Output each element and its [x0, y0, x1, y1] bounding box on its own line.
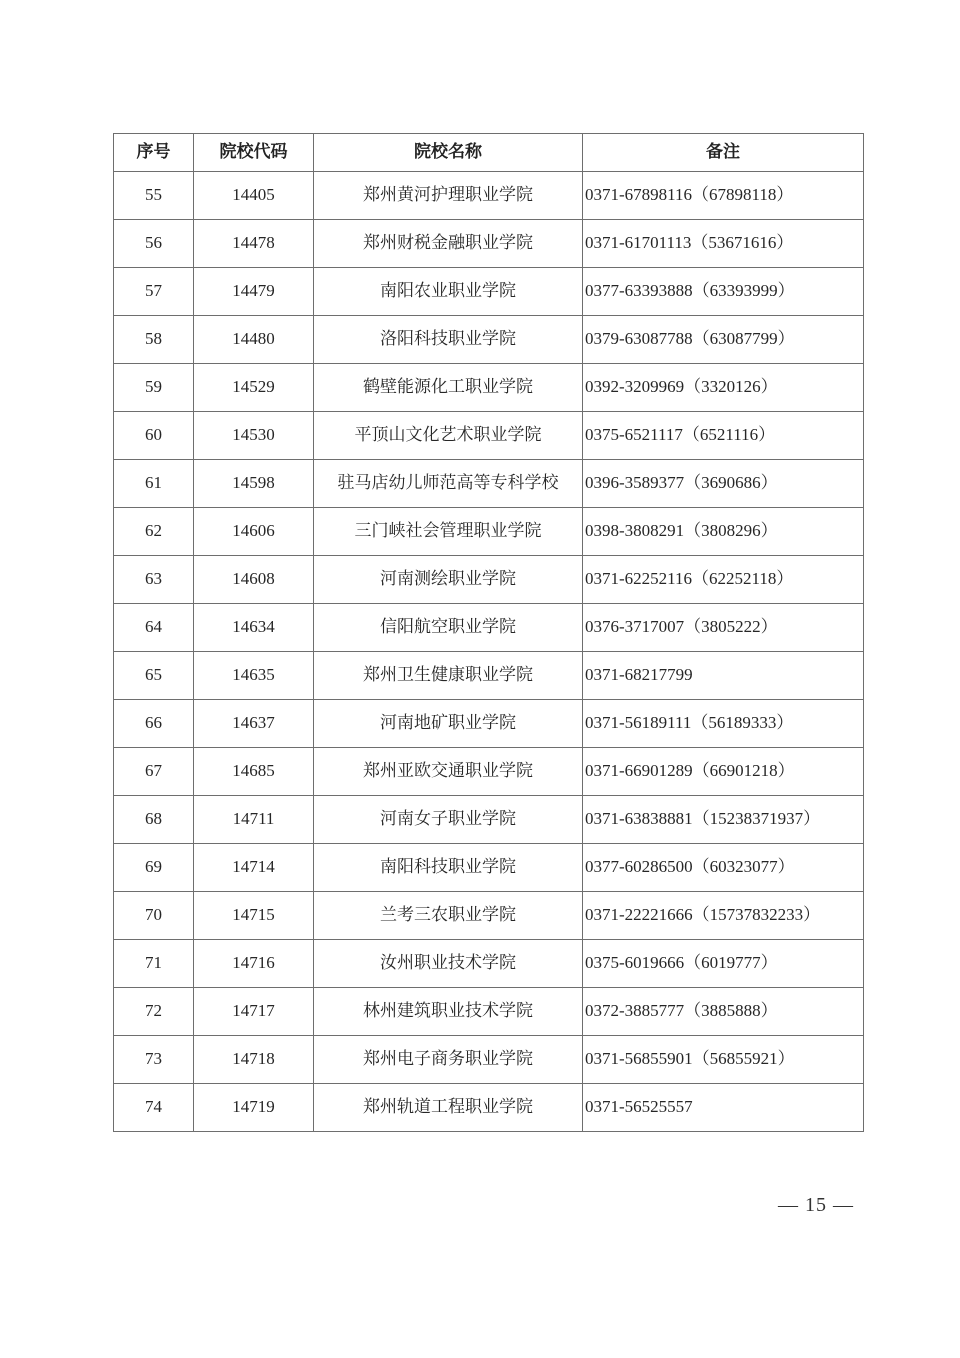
remark-cell: 0371-56525557: [583, 1084, 864, 1132]
remark-cell: 0371-63838881（15238371937）: [583, 796, 864, 844]
college-roster-table: [113, 133, 864, 1132]
college-name-cell: 郑州黄河护理职业学院: [314, 172, 583, 220]
college-code-cell: 14634: [194, 604, 314, 652]
table-row: [114, 364, 864, 412]
table-row: [114, 988, 864, 1036]
remark-cell: 0371-56855901（56855921）: [583, 1036, 864, 1084]
remark-cell: 0371-66901289（66901218）: [583, 748, 864, 796]
remark-cell: 0371-22221666（15737832233）: [583, 892, 864, 940]
table-row: [114, 412, 864, 460]
college-name-cell: 林州建筑职业技术学院: [314, 988, 583, 1036]
remark-cell: 0375-6019666（6019777）: [583, 940, 864, 988]
header-college-name: 院校名称: [314, 134, 583, 172]
serial-number-cell: 64: [114, 604, 194, 652]
remark-cell: 0371-56189111（56189333）: [583, 700, 864, 748]
college-name-cell: 兰考三农职业学院: [314, 892, 583, 940]
remark-cell: 0379-63087788（63087799）: [583, 316, 864, 364]
college-code-cell: 14608: [194, 556, 314, 604]
table-row: [114, 1084, 864, 1132]
serial-number-cell: 57: [114, 268, 194, 316]
serial-number-cell: 63: [114, 556, 194, 604]
college-name-cell: 郑州轨道工程职业学院: [314, 1084, 583, 1132]
college-code-cell: 14606: [194, 508, 314, 556]
table-row: [114, 172, 864, 220]
serial-number-cell: 60: [114, 412, 194, 460]
header-row: [114, 134, 864, 172]
college-name-cell: 平顶山文化艺术职业学院: [314, 412, 583, 460]
remark-cell: 0371-68217799: [583, 652, 864, 700]
serial-number-cell: 61: [114, 460, 194, 508]
serial-number-cell: 74: [114, 1084, 194, 1132]
serial-number-cell: 67: [114, 748, 194, 796]
header-college-code: 院校代码: [194, 134, 314, 172]
college-code-cell: 14685: [194, 748, 314, 796]
remark-cell: 0377-63393888（63393999）: [583, 268, 864, 316]
serial-number-cell: 68: [114, 796, 194, 844]
serial-number-cell: 69: [114, 844, 194, 892]
table-row: [114, 604, 864, 652]
table-row: [114, 268, 864, 316]
serial-number-cell: 73: [114, 1036, 194, 1084]
remark-cell: 0371-62252116（62252118）: [583, 556, 864, 604]
table-row: [114, 844, 864, 892]
serial-number-cell: 66: [114, 700, 194, 748]
serial-number-cell: 70: [114, 892, 194, 940]
college-name-cell: 郑州卫生健康职业学院: [314, 652, 583, 700]
college-code-cell: 14480: [194, 316, 314, 364]
college-name-cell: 郑州电子商务职业学院: [314, 1036, 583, 1084]
serial-number-cell: 56: [114, 220, 194, 268]
table-row: [114, 1036, 864, 1084]
remark-cell: 0392-3209969（3320126）: [583, 364, 864, 412]
table-row: [114, 892, 864, 940]
table-row: [114, 796, 864, 844]
serial-number-cell: 65: [114, 652, 194, 700]
college-code-cell: 14529: [194, 364, 314, 412]
remark-cell: 0371-67898116（67898118）: [583, 172, 864, 220]
college-code-cell: 14717: [194, 988, 314, 1036]
table-row: [114, 220, 864, 268]
college-code-cell: 14715: [194, 892, 314, 940]
college-code-cell: 14405: [194, 172, 314, 220]
remark-cell: 0396-3589377（3690686）: [583, 460, 864, 508]
college-code-cell: 14637: [194, 700, 314, 748]
table-row: [114, 700, 864, 748]
college-name-cell: 郑州亚欧交通职业学院: [314, 748, 583, 796]
remark-cell: 0376-3717007（3805222）: [583, 604, 864, 652]
table-header: [114, 134, 864, 172]
college-code-cell: 14719: [194, 1084, 314, 1132]
table-body: [114, 172, 864, 1132]
table-row: [114, 556, 864, 604]
college-name-cell: 洛阳科技职业学院: [314, 316, 583, 364]
college-name-cell: 三门峡社会管理职业学院: [314, 508, 583, 556]
serial-number-cell: 62: [114, 508, 194, 556]
college-code-cell: 14711: [194, 796, 314, 844]
college-name-cell: 汝州职业技术学院: [314, 940, 583, 988]
header-remark: 备注: [583, 134, 864, 172]
college-name-cell: 南阳科技职业学院: [314, 844, 583, 892]
college-code-cell: 14478: [194, 220, 314, 268]
college-code-cell: 14598: [194, 460, 314, 508]
serial-number-cell: 72: [114, 988, 194, 1036]
remark-cell: 0371-61701113（53671616）: [583, 220, 864, 268]
college-name-cell: 信阳航空职业学院: [314, 604, 583, 652]
college-name-cell: 南阳农业职业学院: [314, 268, 583, 316]
table-row: [114, 652, 864, 700]
remark-cell: 0375-6521117（6521116）: [583, 412, 864, 460]
college-code-cell: 14635: [194, 652, 314, 700]
table-row: [114, 748, 864, 796]
serial-number-cell: 58: [114, 316, 194, 364]
table-row: [114, 508, 864, 556]
college-name-cell: 鹤壁能源化工职业学院: [314, 364, 583, 412]
college-name-cell: 驻马店幼儿师范高等专科学校: [314, 460, 583, 508]
header-serial-number: 序号: [114, 134, 194, 172]
college-code-cell: 14718: [194, 1036, 314, 1084]
college-name-cell: 河南女子职业学院: [314, 796, 583, 844]
serial-number-cell: 59: [114, 364, 194, 412]
college-name-cell: 河南地矿职业学院: [314, 700, 583, 748]
college-code-cell: 14714: [194, 844, 314, 892]
remark-cell: 0377-60286500（60323077）: [583, 844, 864, 892]
remark-cell: 0398-3808291（3808296）: [583, 508, 864, 556]
college-code-cell: 14716: [194, 940, 314, 988]
page-number: — 15 —: [778, 1194, 854, 1216]
table-row: [114, 316, 864, 364]
college-code-cell: 14479: [194, 268, 314, 316]
table-row: [114, 940, 864, 988]
serial-number-cell: 71: [114, 940, 194, 988]
college-name-cell: 河南测绘职业学院: [314, 556, 583, 604]
college-name-cell: 郑州财税金融职业学院: [314, 220, 583, 268]
college-code-cell: 14530: [194, 412, 314, 460]
serial-number-cell: 55: [114, 172, 194, 220]
remark-cell: 0372-3885777（3885888）: [583, 988, 864, 1036]
table-row: [114, 460, 864, 508]
